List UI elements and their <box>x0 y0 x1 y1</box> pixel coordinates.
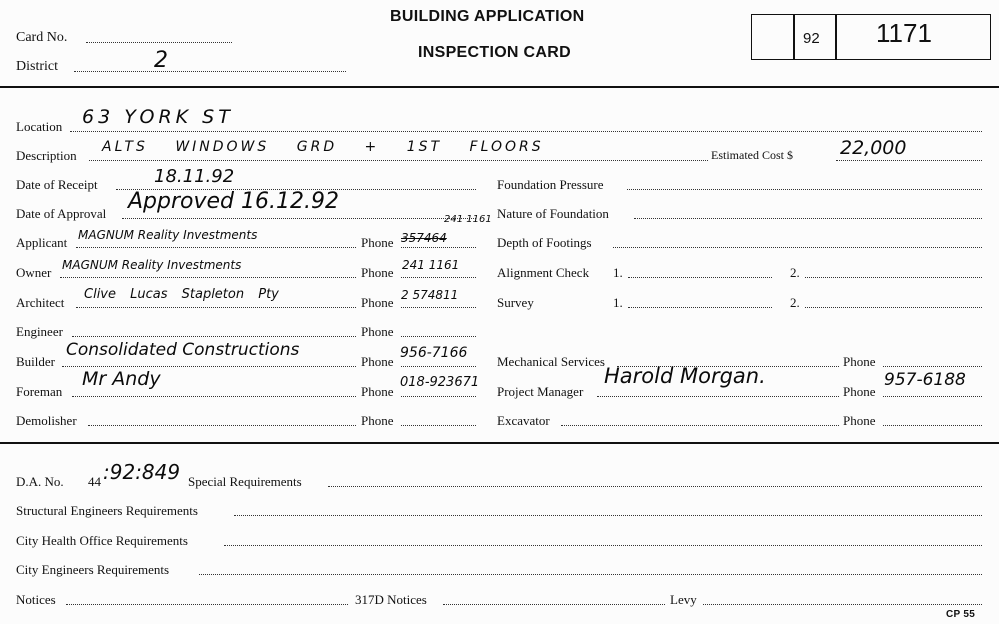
demolisher-field[interactable] <box>88 425 356 426</box>
alignment-check-1-label: 1. <box>613 265 623 280</box>
alignment-check-label: Alignment Check <box>497 265 590 280</box>
card-number: 1171 <box>876 18 932 48</box>
architect-field[interactable] <box>76 307 356 308</box>
owner-phone-value: 241 1161 <box>402 258 460 272</box>
survey-2-label: 2. <box>790 295 800 310</box>
survey-1-label: 1. <box>613 295 623 310</box>
notices-label: Notices <box>16 592 56 607</box>
architect-phone-label: Phone <box>361 295 394 310</box>
mechanical-services-label: Mechanical Services <box>497 354 605 369</box>
foundation-pressure-label: Foundation Pressure <box>497 177 604 192</box>
description-value: ALTS WINDOWS GRD + 1ST FLOORS <box>102 139 544 155</box>
mechanical-services-phone-label: Phone <box>843 354 876 369</box>
location-value: 63 YORK ST <box>82 106 234 128</box>
district-label: District <box>16 59 58 74</box>
levy-label: Levy <box>670 592 697 607</box>
architect-phone-field[interactable] <box>401 307 476 308</box>
engineer-field[interactable] <box>72 336 356 337</box>
card-number-divider <box>793 14 795 60</box>
levy-field[interactable] <box>703 604 982 605</box>
engineer-phone-label: Phone <box>361 324 394 339</box>
owner-value: MAGNUM Reality Investments <box>62 258 242 272</box>
special-requirements-field[interactable] <box>328 486 982 487</box>
date-of-approval-field[interactable] <box>122 218 476 219</box>
engineer-phone-field[interactable] <box>401 336 476 337</box>
builder-value: Consolidated Constructions <box>66 340 300 360</box>
owner-label: Owner <box>16 265 52 280</box>
builder-field[interactable] <box>62 366 356 367</box>
builder-phone-field[interactable] <box>401 366 476 367</box>
location-label: Location <box>16 119 63 134</box>
builder-phone-value: 956-7166 <box>400 345 468 361</box>
project-manager-phone-field[interactable] <box>883 396 982 397</box>
alignment-check-2-label: 2. <box>790 265 800 280</box>
foreman-label: Foreman <box>16 384 63 399</box>
card-no-field[interactable] <box>86 42 232 43</box>
da-number-prefix: 44 <box>88 474 101 489</box>
architect-phone-value: 2 574811 <box>401 288 459 302</box>
survey-label: Survey <box>497 295 534 310</box>
da-number-value: :92:849 <box>103 460 181 484</box>
form-code: CP 55 <box>946 609 976 620</box>
form-title-line1: BUILDING APPLICATION <box>390 8 585 25</box>
applicant-label: Applicant <box>16 235 68 250</box>
header-rule <box>0 86 999 88</box>
owner-phone-field[interactable] <box>401 277 476 278</box>
card-year: 92 <box>803 30 820 47</box>
excavator-phone-label: Phone <box>843 413 876 428</box>
applicant-phone-label: Phone <box>361 235 394 250</box>
description-label: Description <box>16 148 77 163</box>
applicant-phone-note: 241 1161 <box>444 214 492 225</box>
applicant-phone-field[interactable] <box>401 247 476 248</box>
date-of-receipt-label: Date of Receipt <box>16 177 98 192</box>
demolisher-phone-label: Phone <box>361 413 394 428</box>
owner-field[interactable] <box>60 277 356 278</box>
description-field[interactable] <box>89 160 708 161</box>
foreman-phone-value: 018-923671 <box>400 375 480 390</box>
city-engineers-field[interactable] <box>199 574 982 575</box>
da-number-label: D.A. No. <box>16 474 64 489</box>
project-manager-phone-value: 957-6188 <box>884 370 966 390</box>
architect-label: Architect <box>16 295 65 310</box>
structural-engineers-field[interactable] <box>234 515 982 516</box>
excavator-phone-field[interactable] <box>883 425 982 426</box>
nature-of-foundation-label: Nature of Foundation <box>497 206 609 221</box>
notices-field[interactable] <box>66 604 348 605</box>
project-manager-phone-label: Phone <box>843 384 876 399</box>
estimated-cost-label: Estimated Cost $ <box>711 148 793 162</box>
excavator-label: Excavator <box>497 413 550 428</box>
card-number-divider <box>835 14 837 60</box>
builder-label: Builder <box>16 354 55 369</box>
project-manager-label: Project Manager <box>497 384 584 399</box>
section-rule <box>0 442 999 444</box>
demolisher-phone-field[interactable] <box>401 425 476 426</box>
depth-of-footings-label: Depth of Footings <box>497 235 592 250</box>
foreman-phone-field[interactable] <box>401 396 476 397</box>
foreman-phone-label: Phone <box>361 384 394 399</box>
card-number-box <box>751 14 991 60</box>
estimated-cost-field[interactable] <box>836 160 982 161</box>
foreman-value: Mr Andy <box>82 368 161 390</box>
applicant-phone-value: 357464 <box>401 231 447 245</box>
date-of-approval-value: Approved 16.12.92 <box>128 189 339 214</box>
survey-1-field[interactable] <box>628 307 772 308</box>
demolisher-label: Demolisher <box>16 413 77 428</box>
date-of-approval-label: Date of Approval <box>16 206 107 221</box>
depth-of-footings-field[interactable] <box>613 247 982 248</box>
structural-engineers-label: Structural Engineers Requirements <box>16 503 198 518</box>
city-engineers-label: City Engineers Requirements <box>16 562 170 577</box>
nature-of-foundation-field[interactable] <box>634 218 982 219</box>
owner-phone-label: Phone <box>361 265 394 280</box>
survey-2-field[interactable] <box>805 307 982 308</box>
architect-value: Clive Lucas Stapleton Pty <box>84 287 279 302</box>
city-health-office-label: City Health Office Requirements <box>16 533 188 548</box>
notices-317d-field[interactable] <box>443 604 665 605</box>
builder-phone-label: Phone <box>361 354 394 369</box>
district-field[interactable] <box>74 71 346 72</box>
project-manager-field[interactable] <box>597 396 839 397</box>
location-field[interactable] <box>70 131 982 132</box>
district-value: 2 <box>154 48 168 73</box>
form-title-line2: INSPECTION CARD <box>418 44 571 61</box>
excavator-field[interactable] <box>561 425 839 426</box>
mechanical-services-phone-field[interactable] <box>883 366 982 367</box>
alignment-check-2-field[interactable] <box>805 277 982 278</box>
city-health-office-field[interactable] <box>224 545 982 546</box>
foreman-field[interactable] <box>72 396 356 397</box>
applicant-field[interactable] <box>76 247 356 248</box>
engineer-label: Engineer <box>16 324 63 339</box>
foundation-pressure-field[interactable] <box>627 189 982 190</box>
alignment-check-1-field[interactable] <box>628 277 772 278</box>
notices-317d-label: 317D Notices <box>355 592 427 607</box>
project-manager-value: Harold Morgan. <box>604 364 766 388</box>
date-of-receipt-value: 18.11.92 <box>154 166 235 187</box>
card-no-label: Card No. <box>16 30 68 45</box>
applicant-value: MAGNUM Reality Investments <box>78 228 258 242</box>
estimated-cost-value: 22,000 <box>840 137 907 159</box>
special-requirements-label: Special Requirements <box>188 474 302 489</box>
